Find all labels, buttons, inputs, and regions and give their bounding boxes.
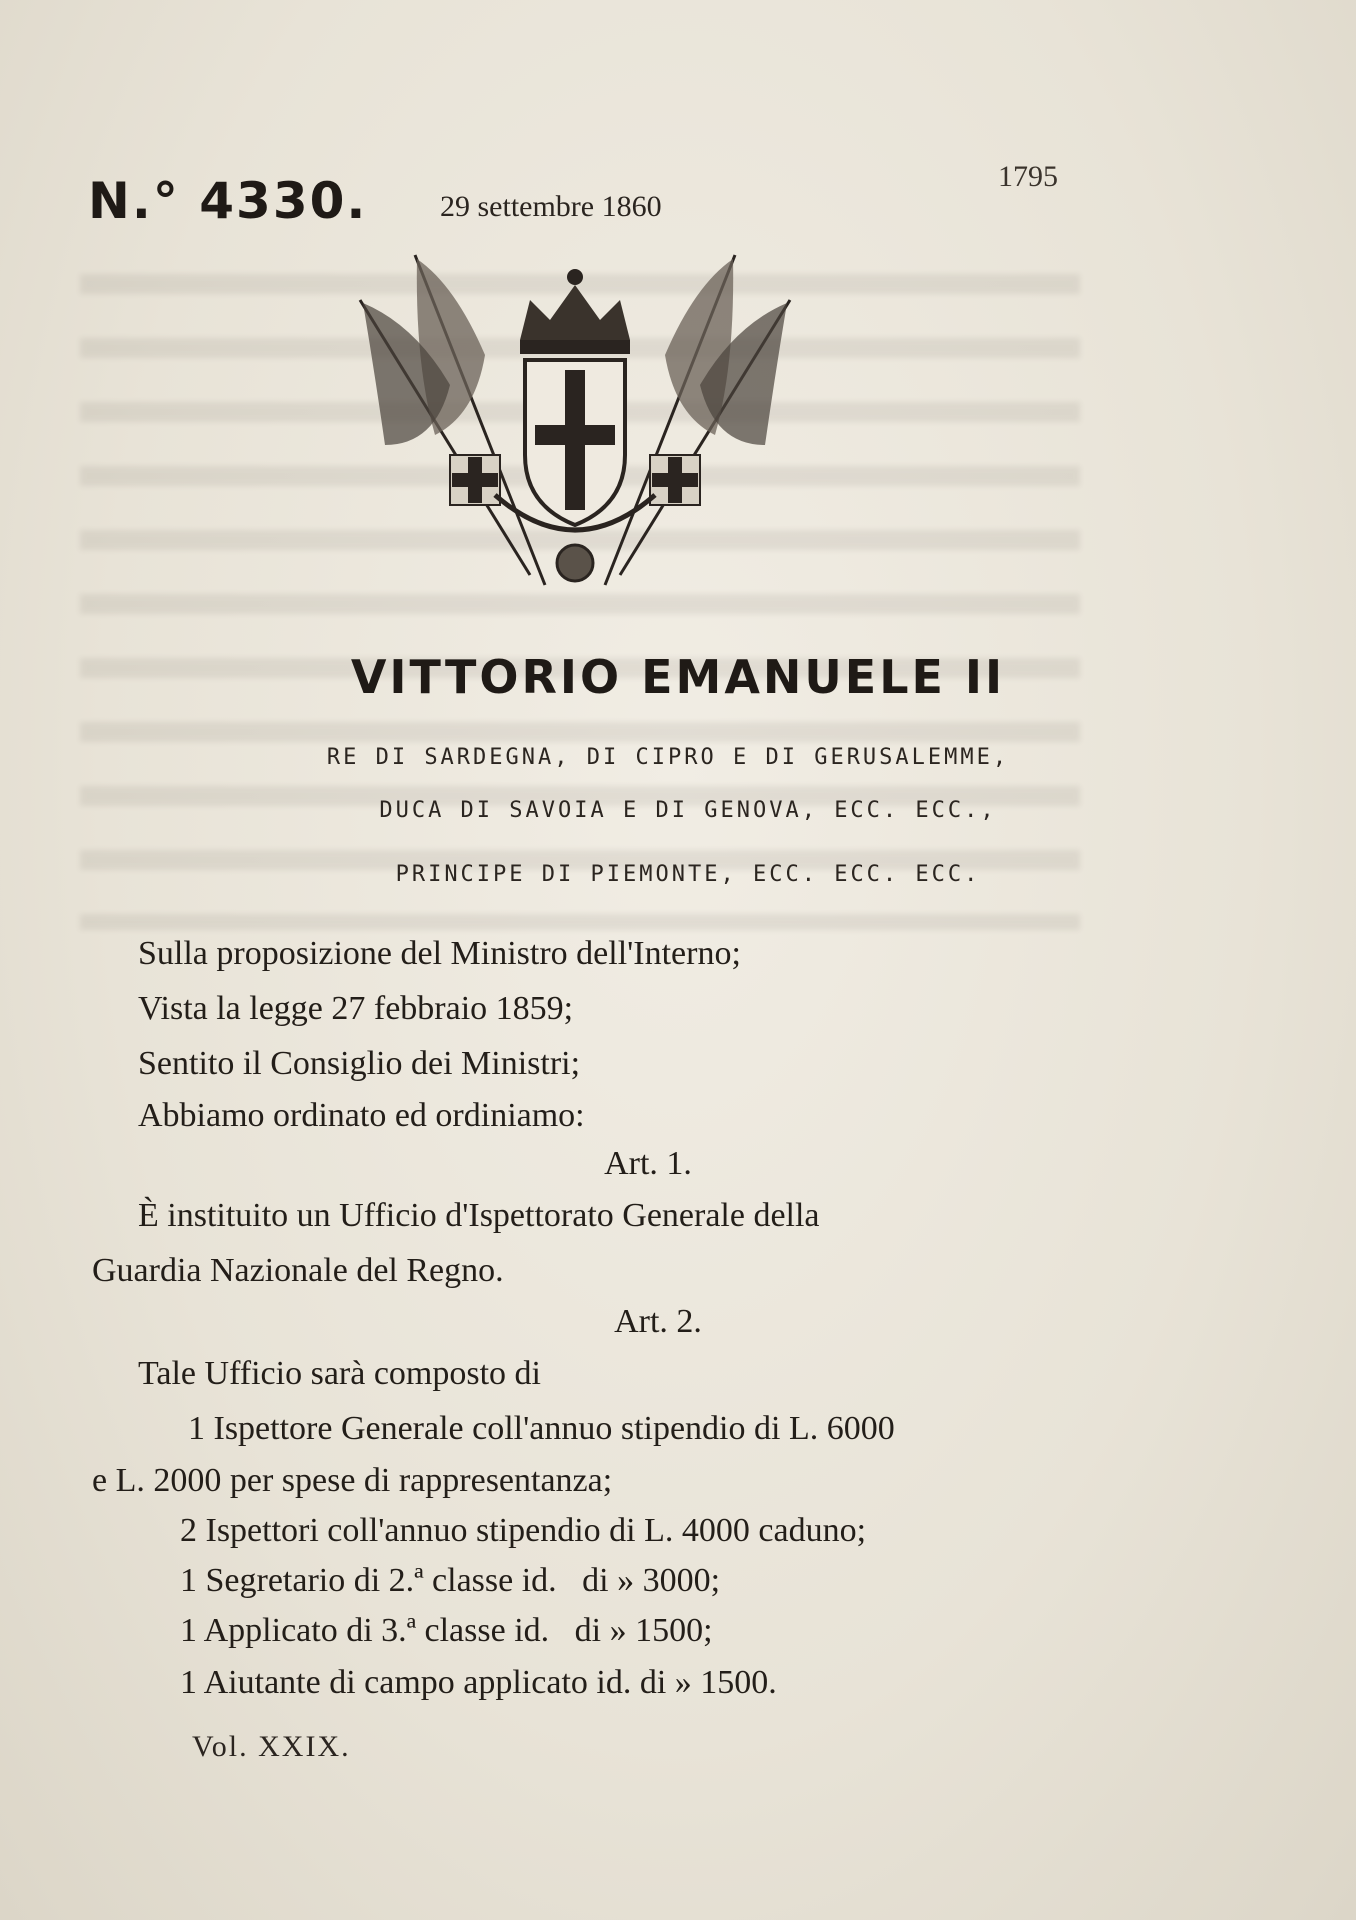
preamble-line: Sulla proposizione del Ministro dell'Interno;: [138, 935, 741, 972]
article-line: 1 Segretario di 2.ª classe id. di » 3000;: [180, 1562, 721, 1599]
preamble-line: Abbiamo ordinato ed ordiniamo:: [138, 1097, 585, 1134]
article-line: e L. 2000 per spese di rappresentanza;: [92, 1462, 613, 1499]
preamble-line: Vista la legge 27 febbraio 1859;: [138, 990, 574, 1027]
sovereign-name: VITTORIO EMANUELE II: [350, 650, 1006, 704]
preamble-line: Sentito il Consiglio dei Ministri;: [138, 1045, 581, 1082]
savoy-coat-of-arms-icon: [355, 245, 795, 605]
article-line: Tale Ufficio sarà composto di: [138, 1355, 541, 1392]
sovereign-title-line-2: DUCA DI SAVOIA E DI GENOVA, ECC. ECC.,: [379, 798, 997, 823]
article-heading: Art. 1.: [604, 1145, 692, 1182]
article-line: 1 Ispettore Generale coll'annuo stipendio di L. 6000: [188, 1410, 895, 1447]
page-number: 1795: [998, 160, 1058, 193]
article-heading: Art. 2.: [614, 1303, 702, 1340]
article-line: 1 Applicato di 3.ª classe id. di » 1500;: [180, 1612, 713, 1649]
decree-number: N.° 4330.: [88, 172, 368, 230]
article-line: Guardia Nazionale del Regno.: [92, 1252, 504, 1289]
article-line: 1 Aiutante di campo applicato id. di » 1500.: [180, 1664, 777, 1701]
article-line: 2 Ispettori coll'annuo stipendio di L. 4000 caduno;: [180, 1512, 867, 1549]
article-line: È instituito un Ufficio d'Ispettorato Generale della: [138, 1197, 820, 1234]
sovereign-title-line-1: RE DI SARDEGNA, DI CIPRO E DI GERUSALEMME,: [326, 745, 1010, 770]
sovereign-title-line-3: PRINCIPE DI PIEMONTE, ECC. ECC. ECC.: [395, 862, 981, 887]
volume-label: Vol. XXIX.: [192, 1730, 351, 1763]
decree-date: 29 settembre 1860: [440, 190, 662, 223]
